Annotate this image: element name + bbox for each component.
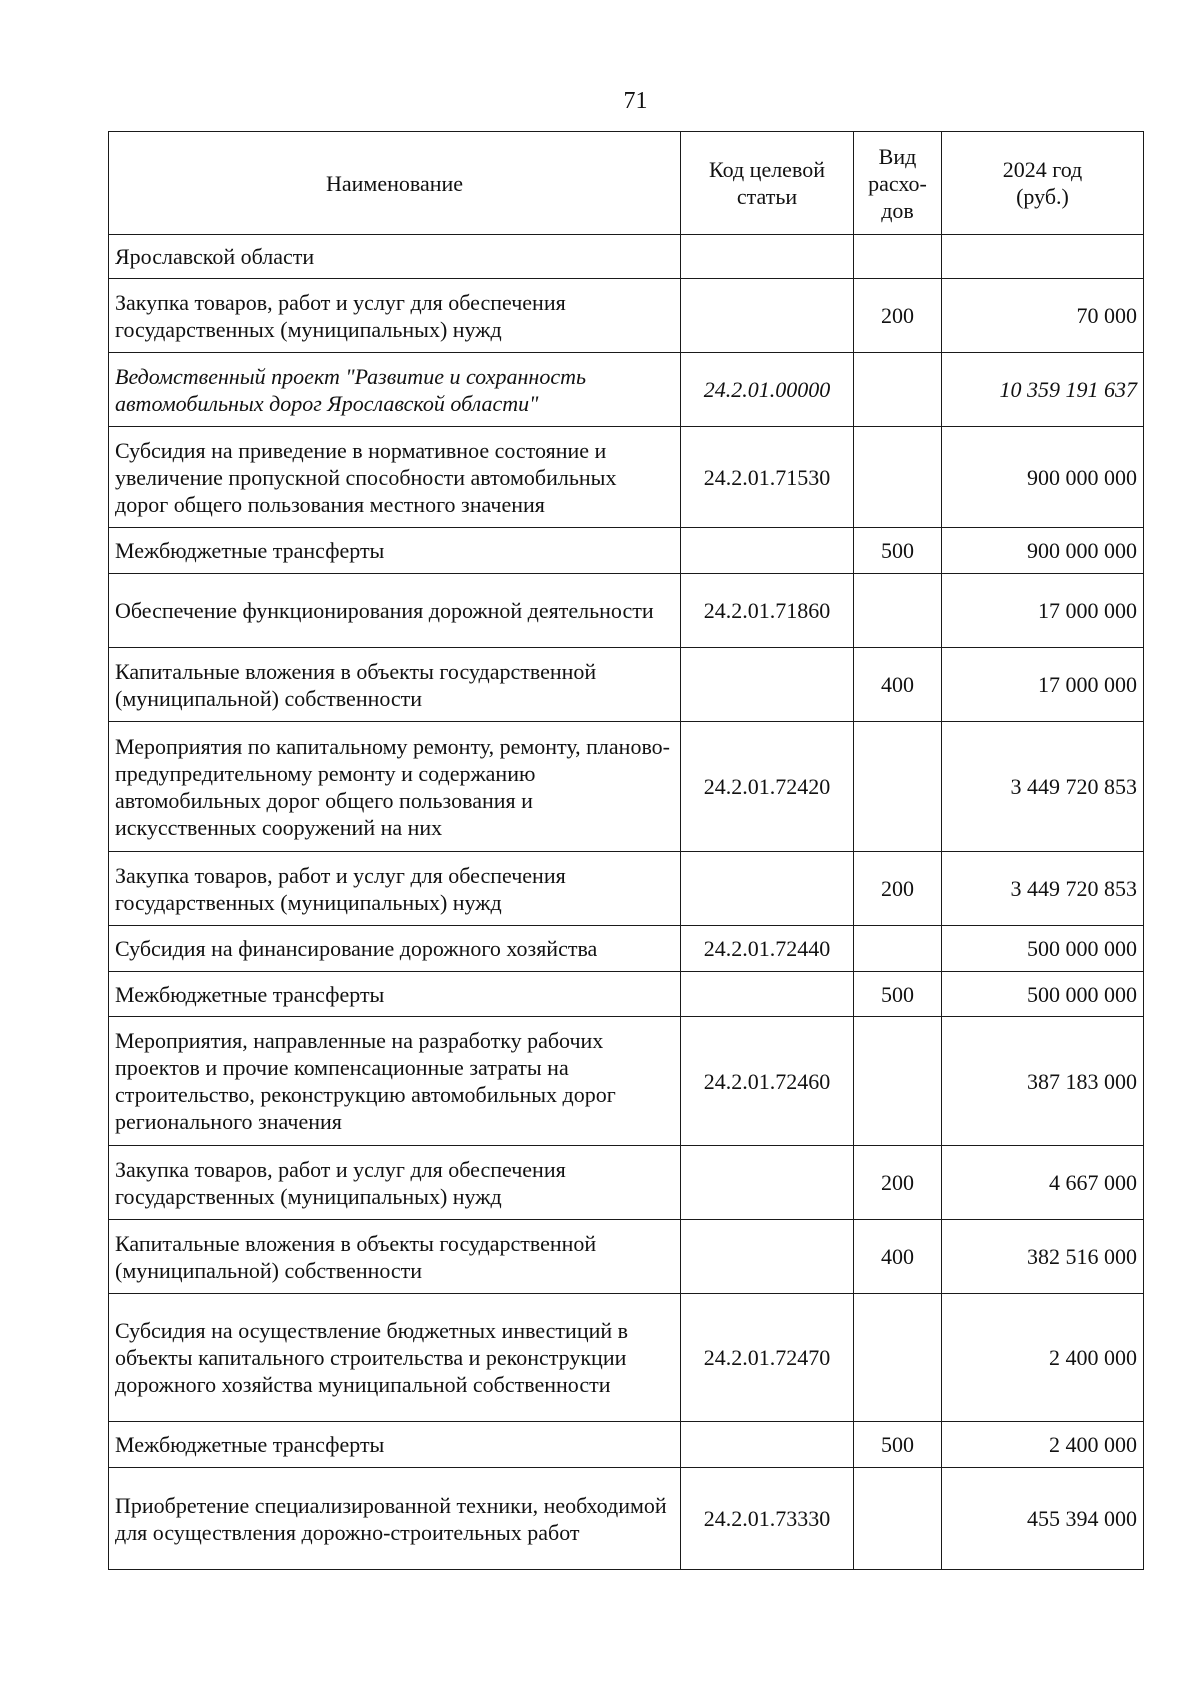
row-name: Капитальные вложения в объекты государственной (муниципальной) собственности <box>109 648 681 722</box>
row-amount: 387 183 000 <box>942 1017 1144 1146</box>
table-row <box>109 1017 1144 1146</box>
table-row <box>109 353 1144 427</box>
table-row <box>109 1422 1144 1468</box>
table-row <box>109 972 1144 1017</box>
row-code: 24.2.01.71530 <box>681 427 854 528</box>
header-row <box>109 132 1144 235</box>
row-name: Межбюджетные трансферты <box>109 1422 681 1468</box>
row-type: 400 <box>854 1220 942 1294</box>
row-type: 200 <box>854 1146 942 1220</box>
row-code <box>681 1146 854 1220</box>
row-type <box>854 1468 942 1570</box>
row-name: Закупка товаров, работ и услуг для обеспечения государственных (муниципальных) нужд <box>109 852 681 926</box>
row-type <box>854 1294 942 1422</box>
row-name: Приобретение специализированной техники, необходимой для осуществления дорожно-строительных работ <box>109 1468 681 1570</box>
row-name: Обеспечение функционирования дорожной деятельности <box>109 574 681 648</box>
header-type <box>854 132 942 235</box>
row-type: 500 <box>854 528 942 574</box>
row-amount: 455 394 000 <box>942 1468 1144 1570</box>
row-amount: 4 667 000 <box>942 1146 1144 1220</box>
row-type: 500 <box>854 1422 942 1468</box>
header-name: Наименование <box>109 132 681 235</box>
header-code-text: Код целевой статьи <box>709 157 825 209</box>
table-row <box>109 235 1144 279</box>
header-type-text: Вид расхо-дов <box>868 143 927 223</box>
row-type <box>854 722 942 852</box>
row-code <box>681 852 854 926</box>
row-name: Мероприятия по капитальному ремонту, ремонту, планово-предупредительному ремонту и содержанию автомобильных дорог общего пользования и искусственных сооружений на них <box>109 722 681 852</box>
row-amount: 900 000 000 <box>942 427 1144 528</box>
row-code <box>681 1220 854 1294</box>
page-number: 71 <box>623 88 648 114</box>
row-amount: 10 359 191 637 <box>942 353 1144 427</box>
table-row <box>109 427 1144 528</box>
table-row <box>109 1220 1144 1294</box>
row-code <box>681 528 854 574</box>
row-type <box>854 235 942 279</box>
row-name: Субсидия на финансирование дорожного хозяйства <box>109 926 681 972</box>
row-amount: 500 000 000 <box>942 972 1144 1017</box>
row-type <box>854 574 942 648</box>
row-amount: 3 449 720 853 <box>942 722 1144 852</box>
row-type: 400 <box>854 648 942 722</box>
row-name: Межбюджетные трансферты <box>109 528 681 574</box>
row-amount: 70 000 <box>942 279 1144 353</box>
row-name: Субсидия на осуществление бюджетных инвестиций в объекты капитального строительства и реконструкции дорожного хозяйства муниципальной собственности <box>109 1294 681 1422</box>
row-amount: 2 400 000 <box>942 1294 1144 1422</box>
row-type: 500 <box>854 972 942 1017</box>
budget-table <box>108 131 1144 1570</box>
row-name: Ведомственный проект "Развитие и сохранность автомобильных дорог Ярославской области" <box>109 353 681 427</box>
row-amount: 900 000 000 <box>942 528 1144 574</box>
table-row <box>109 852 1144 926</box>
row-code: 24.2.01.71860 <box>681 574 854 648</box>
row-name: Межбюджетные трансферты <box>109 972 681 1017</box>
table-row <box>109 1468 1144 1570</box>
row-code <box>681 648 854 722</box>
row-code <box>681 972 854 1017</box>
row-code: 24.2.01.72470 <box>681 1294 854 1422</box>
row-code: 24.2.01.72420 <box>681 722 854 852</box>
row-code: 24.2.01.00000 <box>681 353 854 427</box>
header-amount-text: 2024 год (руб.) <box>1002 157 1083 209</box>
row-type <box>854 427 942 528</box>
row-name: Закупка товаров, работ и услуг для обеспечения государственных (муниципальных) нужд <box>109 1146 681 1220</box>
row-amount: 17 000 000 <box>942 574 1144 648</box>
table-row <box>109 279 1144 353</box>
row-name: Мероприятия, направленные на разработку рабочих проектов и прочие компенсационные затраты на строительство, реконструкцию автомобильных дорог регионального значения <box>109 1017 681 1146</box>
table-row <box>109 722 1144 852</box>
row-amount: 17 000 000 <box>942 648 1144 722</box>
row-name: Ярославской области <box>109 235 681 279</box>
table-row <box>109 648 1144 722</box>
row-amount <box>942 235 1144 279</box>
row-type: 200 <box>854 279 942 353</box>
row-amount: 3 449 720 853 <box>942 852 1144 926</box>
header-code <box>681 132 854 235</box>
table-row <box>109 1294 1144 1422</box>
row-amount: 382 516 000 <box>942 1220 1144 1294</box>
row-type <box>854 353 942 427</box>
table-row <box>109 574 1144 648</box>
row-code: 24.2.01.72440 <box>681 926 854 972</box>
row-type: 200 <box>854 852 942 926</box>
row-code: 24.2.01.72460 <box>681 1017 854 1146</box>
row-name: Субсидия на приведение в нормативное состояние и увеличение пропускной способности автомобильных дорог общего пользования местного значения <box>109 427 681 528</box>
row-name: Капитальные вложения в объекты государственной (муниципальной) собственности <box>109 1220 681 1294</box>
row-amount: 2 400 000 <box>942 1422 1144 1468</box>
row-name: Закупка товаров, работ и услуг для обеспечения государственных (муниципальных) нужд <box>109 279 681 353</box>
row-amount: 500 000 000 <box>942 926 1144 972</box>
row-code <box>681 279 854 353</box>
row-code <box>681 1422 854 1468</box>
row-code: 24.2.01.73330 <box>681 1468 854 1570</box>
row-type <box>854 1017 942 1146</box>
table-row <box>109 528 1144 574</box>
row-type <box>854 926 942 972</box>
row-code <box>681 235 854 279</box>
header-amount <box>942 132 1144 235</box>
table-row <box>109 926 1144 972</box>
table-row <box>109 1146 1144 1220</box>
